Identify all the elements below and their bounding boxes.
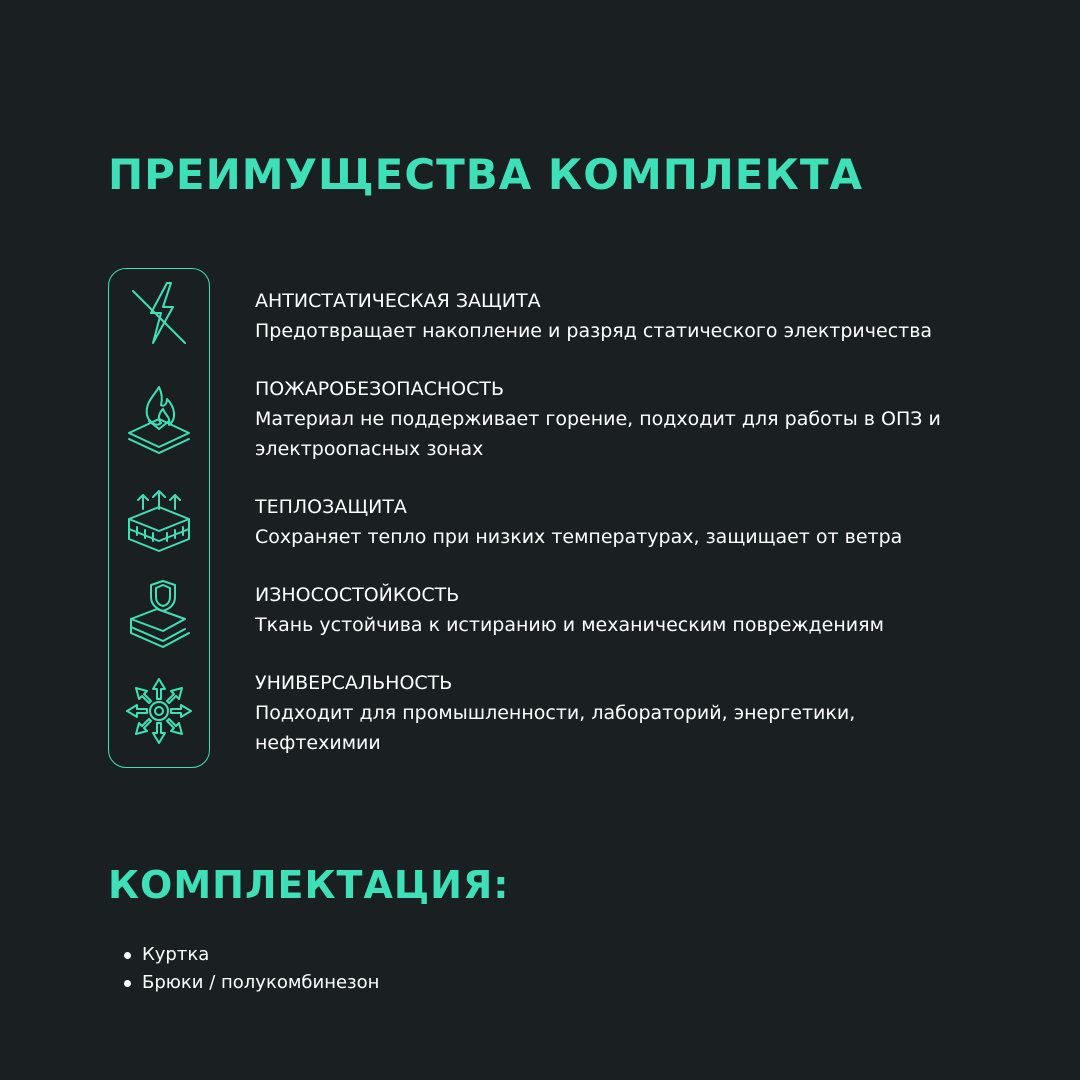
- no-lightning-icon: [123, 277, 195, 349]
- kit-item-label: Куртка: [142, 944, 210, 965]
- kit-item-label: Брюки / полукомбинезон: [142, 972, 380, 993]
- kit-title: КОМПЛЕКТАЦИЯ:: [108, 863, 510, 907]
- feature-description: Сохраняет тепло при низких температурах, защищает от ветра: [255, 526, 903, 548]
- bullet-icon: [124, 952, 131, 959]
- bullet-icon: [124, 980, 131, 987]
- feature-description: Ткань устойчива к истиранию и механическим повреждениям: [255, 614, 884, 636]
- feature-description: Подходит для промышленности, лабораторий, энергетики, нефтехимии: [255, 702, 856, 754]
- page-title: ПРЕИМУЩЕСТВА КОМПЛЕКТА: [108, 150, 863, 199]
- feature-versatility: [255, 668, 1035, 758]
- icon-column: [108, 268, 210, 768]
- feature-title: АНТИСТАТИЧЕСКАЯ ЗАЩИТА: [255, 290, 541, 312]
- feature-thermal-protection: [255, 492, 1035, 552]
- fire-resistant-icon: [123, 383, 195, 455]
- feature-description: Материал не поддерживает горение, подходит для работы в ОПЗ и электроопасных зонах: [255, 408, 941, 460]
- multi-arrows-icon: [123, 675, 195, 747]
- feature-title: УНИВЕРСАЛЬНОСТЬ: [255, 672, 453, 694]
- feature-title: ПОЖАРОБЕЗОПАСНОСТЬ: [255, 378, 504, 400]
- feature-title: ТЕПЛОЗАЩИТА: [255, 496, 407, 518]
- kit-list: [124, 941, 379, 997]
- feature-fire-safety: [255, 374, 1035, 464]
- feature-description: Предотвращает накопление и разряд статического электричества: [255, 320, 933, 342]
- feature-wear-resistance: [255, 580, 1035, 640]
- feature-antistatic: [255, 286, 1035, 346]
- shield-fabric-icon: [123, 579, 195, 651]
- list-item: [124, 941, 379, 969]
- feature-title: ИЗНОСОСТОЙКОСТЬ: [255, 584, 460, 606]
- list-item: [124, 969, 379, 997]
- thermal-layers-icon: [123, 489, 195, 561]
